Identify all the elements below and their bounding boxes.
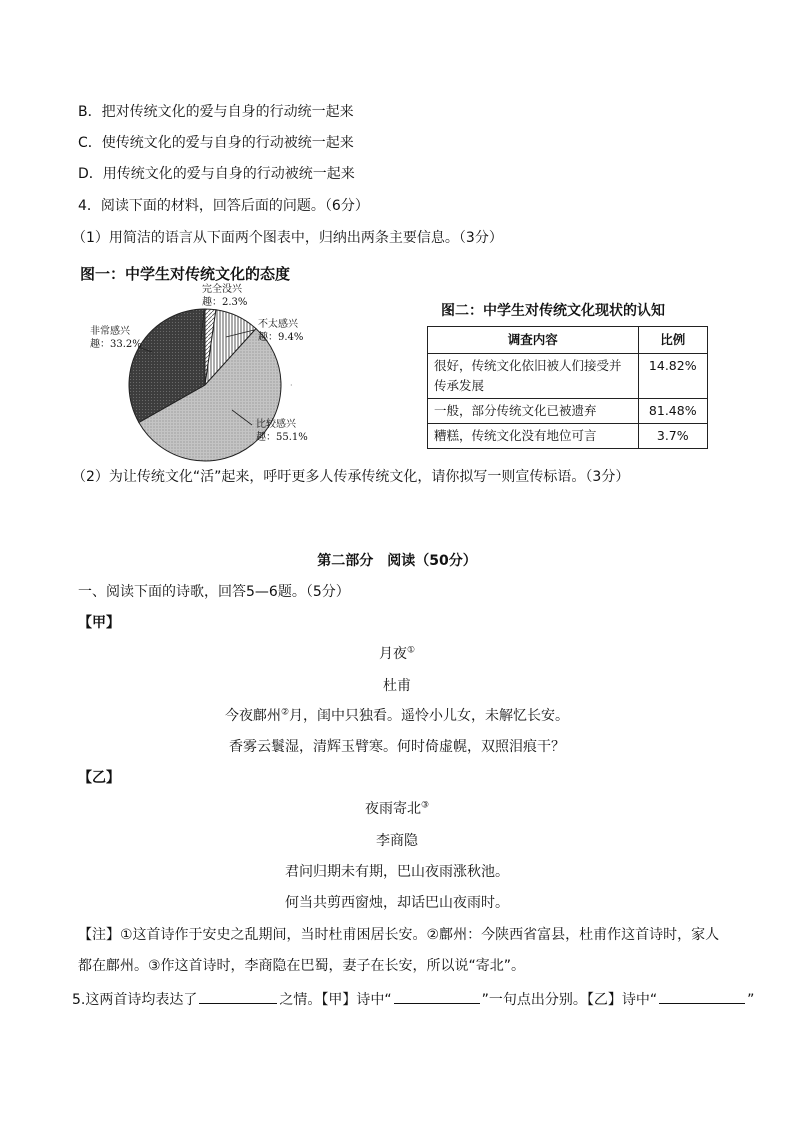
poem-yi-tag: 【乙】	[78, 770, 120, 786]
table-row	[428, 399, 708, 424]
pie-label-none: 完全没兴 趣：2.3%	[202, 284, 248, 308]
question-5: 5.这两首诗均表达了 之情。【甲】诗中“ ”一句点出分别。【乙】诗中“ ”	[72, 989, 754, 1010]
row-ratio: 14.82%	[638, 354, 707, 399]
poem-yi-line1: 君问归期未有期，巴山夜雨涨秋池。	[285, 864, 509, 880]
poem-jia-tag: 【甲】	[78, 615, 120, 631]
poem-jia-title: 月夜①	[378, 645, 416, 662]
poem-yi-title: 夜雨寄北③	[364, 800, 430, 817]
notes-line1: 【注】①这首诗作于安史之乱期间，当时杜甫困居长安。②鄜州：今陕西省富县，杜甫作这首诗时，家人	[78, 927, 720, 943]
row-content: 糟糕，传统文化没有地位可言	[428, 424, 639, 449]
poem-yi-line2: 何当共剪西窗烛，却话巴山夜雨时。	[285, 895, 509, 911]
pie-label-fairly: 比较感兴 趣：55.1%	[256, 419, 308, 443]
row-content: 很好，传统文化依旧被人们接受并传承发展	[428, 354, 639, 399]
footnote-marker: ②	[280, 707, 290, 718]
footnote-marker: ①	[406, 645, 416, 656]
answer-blank-2[interactable]	[394, 989, 480, 1004]
header-ratio: 比例	[638, 327, 707, 354]
question-4-sub2: （2）为让传统文化“活”起来，呼吁更多人传承传统文化，请你拟写一则宣传标语。（3分）	[72, 469, 630, 485]
poem-jia-author: 杜甫	[383, 678, 411, 694]
option-b: B．把对传统文化的爱与自身的行动统一起来	[78, 104, 354, 120]
svg-text:·: ·	[290, 381, 293, 390]
poem-yi-author: 李商隐	[376, 833, 418, 849]
question-4-stem: 4．阅读下面的材料，回答后面的问题。（6分）	[78, 198, 369, 214]
table-header-row	[428, 327, 708, 354]
part2-heading: 第二部分 阅读（50分）	[317, 553, 477, 569]
row-ratio: 3.7%	[638, 424, 707, 449]
section1-instruction: 一、阅读下面的诗歌，回答5—6题。（5分）	[78, 584, 350, 600]
header-content: 调查内容	[428, 327, 639, 354]
notes-line2: 都在鄜州。③作这首诗时，李商隐在巴蜀，妻子在长安，所以说“寄北”。	[78, 958, 526, 974]
row-ratio: 81.48%	[638, 399, 707, 424]
figure1-title: 图一：中学生对传统文化的态度	[80, 265, 291, 283]
row-content: 一般，部分传统文化已被遗弃	[428, 399, 639, 424]
option-c: C．使传统文化的爱与自身的行动被统一起来	[78, 135, 354, 151]
table-row	[428, 424, 708, 449]
option-d: D．用传统文化的爱与自身的行动被统一起来	[78, 166, 355, 182]
footnote-marker: ③	[420, 800, 430, 811]
poem-jia-line1: 今夜鄜州②月，闺中只独看。遥怜小儿女，未解忆长安。	[224, 707, 570, 724]
poem-jia-line2: 香雾云鬟湿，清辉玉臂寒。何时倚虚幌，双照泪痕干？	[229, 739, 565, 755]
table-row	[428, 354, 708, 399]
survey-table	[427, 326, 708, 449]
answer-blank-3[interactable]	[659, 989, 745, 1004]
pie-label-very: 非常感兴 趣：33.2%	[90, 326, 142, 350]
pie-label-notvery: 不太感兴 趣：9.4%	[258, 319, 304, 343]
question-4-sub1: （1）用简洁的语言从下面两个图表中，归纳出两条主要信息。（3分）	[72, 230, 503, 246]
figure2-title: 图二：中学生对传统文化现状的认知	[441, 303, 665, 319]
answer-blank-1[interactable]	[199, 989, 277, 1004]
